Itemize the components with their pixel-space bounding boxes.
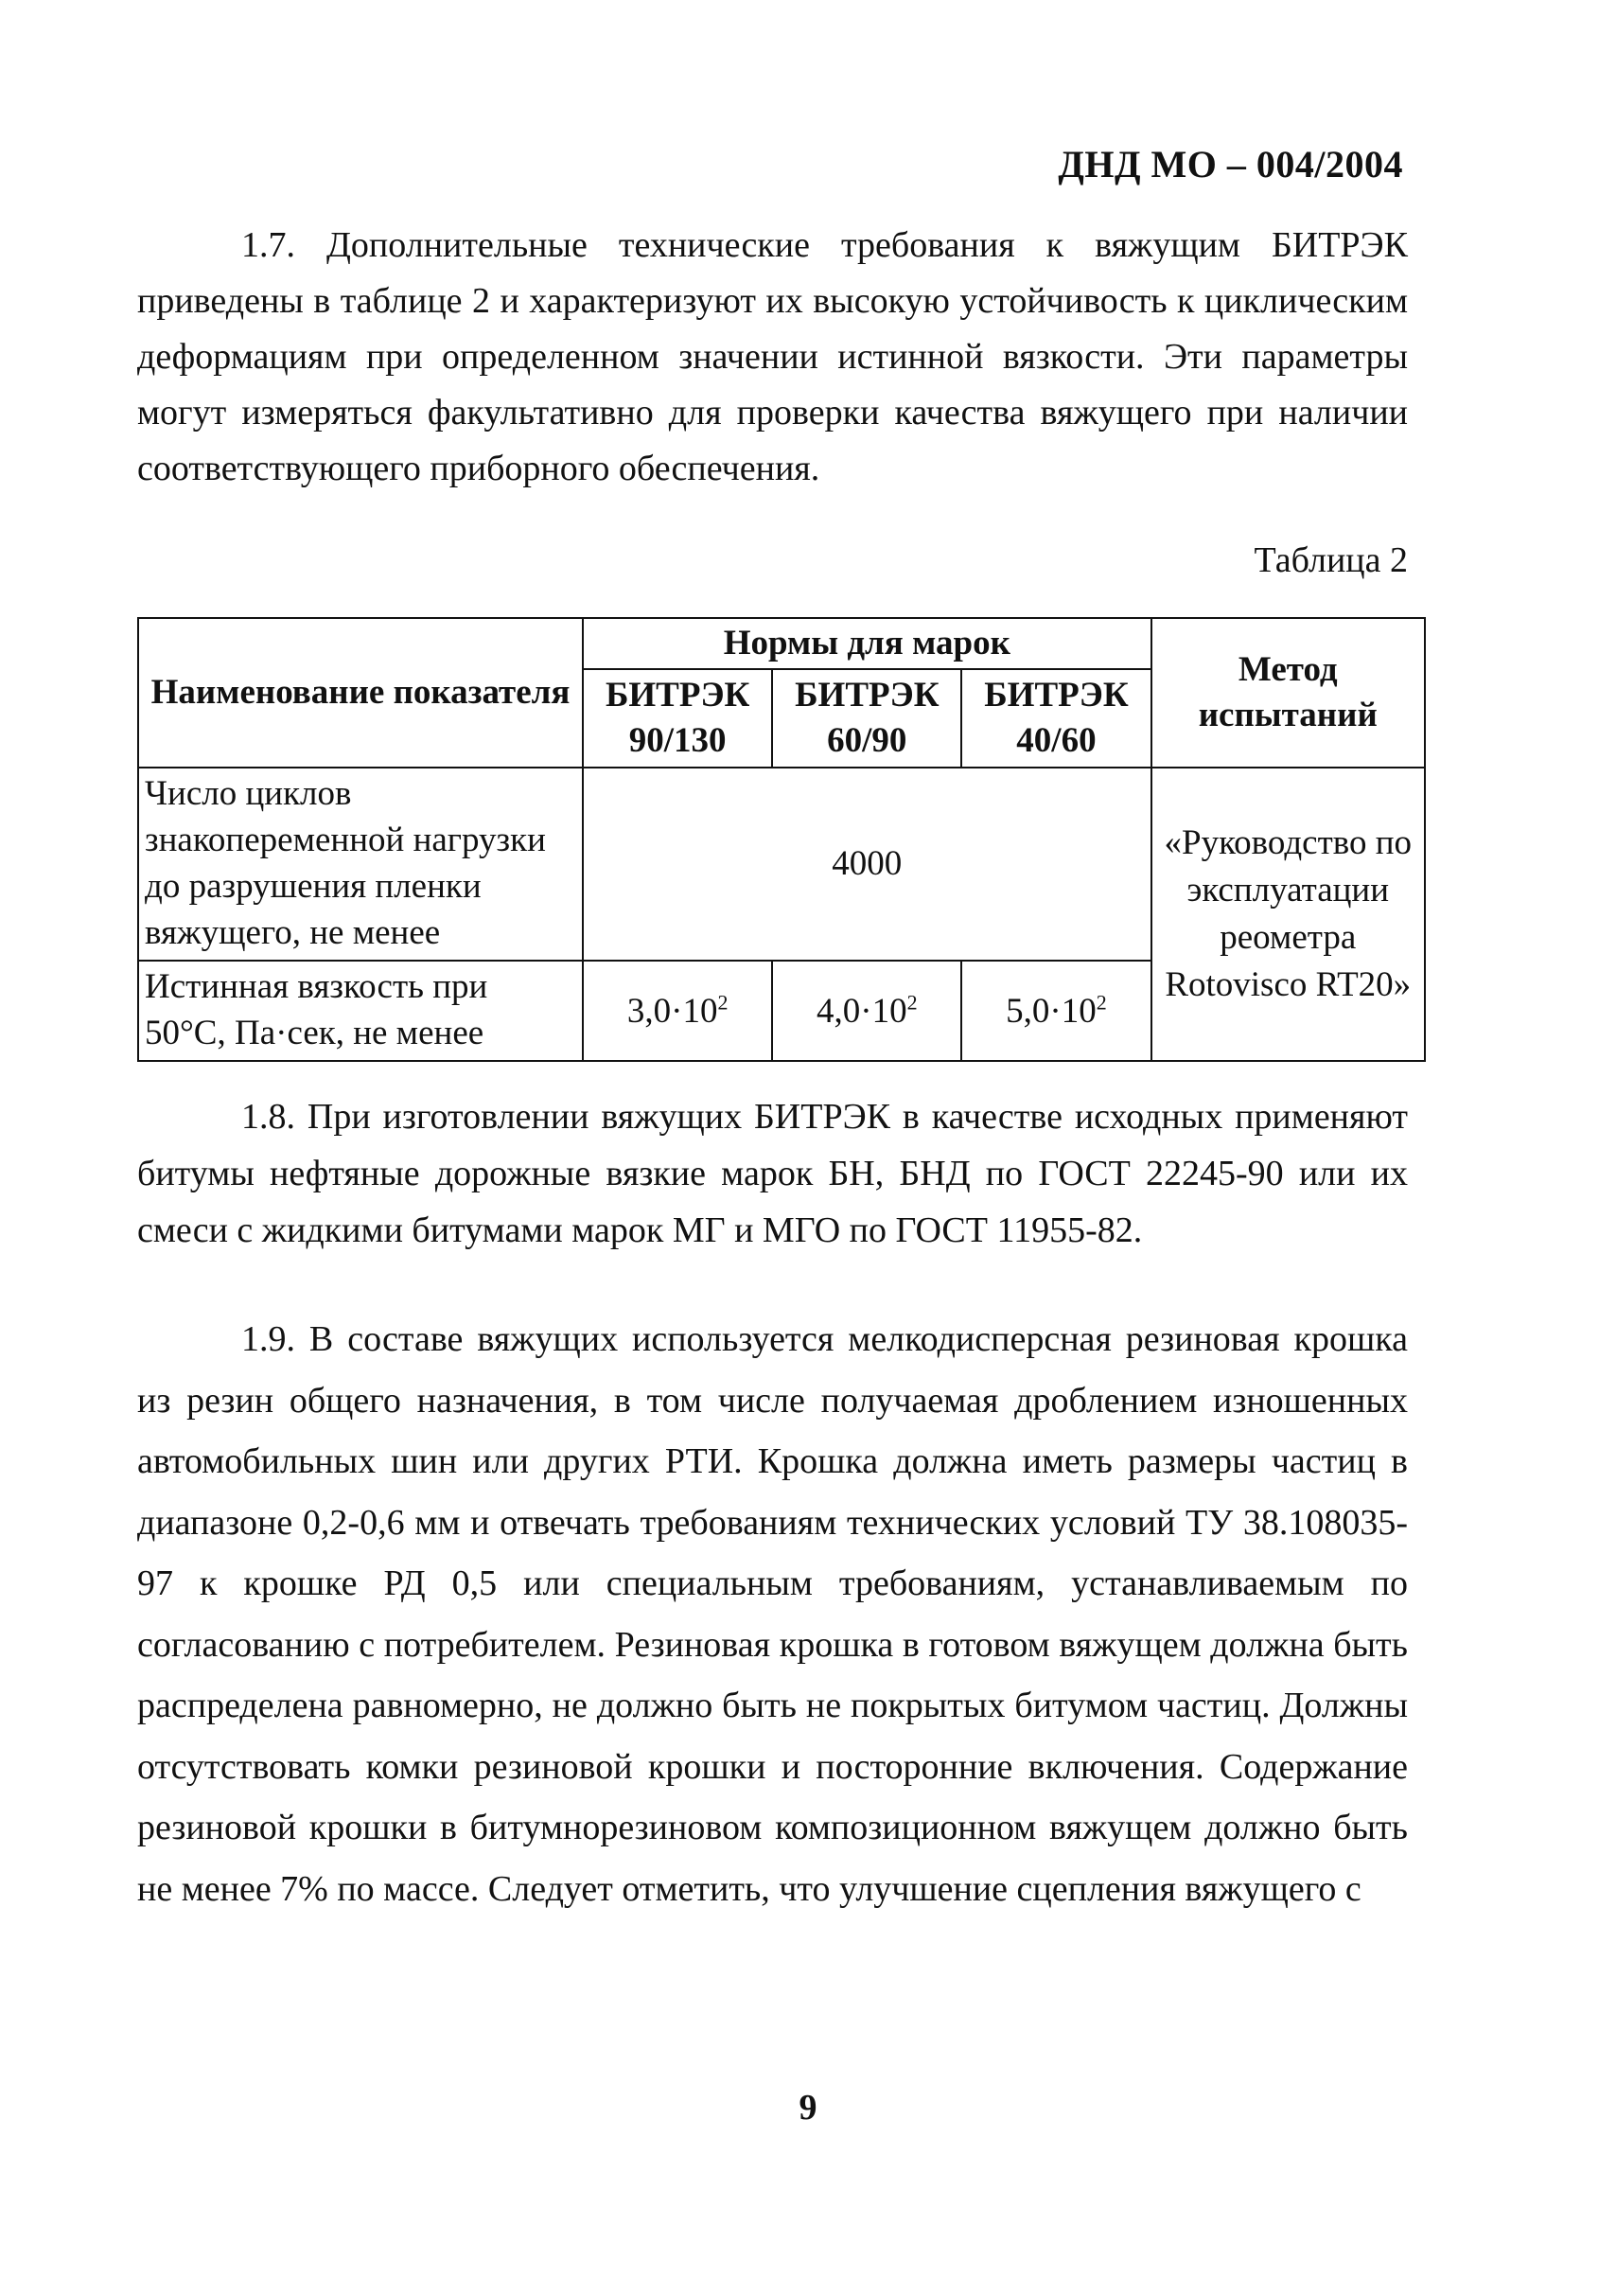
value-base: 3,0·10 — [626, 991, 718, 1031]
table-caption: Таблица 2 — [1254, 540, 1408, 580]
norms-table — [137, 617, 1426, 1062]
header-test-method: Метод испытаний — [1151, 618, 1425, 768]
document-code-header: ДНД МО – 004/2004 — [1058, 143, 1403, 185]
value-exponent: 2 — [717, 990, 729, 1015]
section-1-9 — [137, 1309, 1408, 1919]
value-exponent: 2 — [1096, 990, 1107, 1015]
viscosity-value-90-130 — [583, 961, 772, 1061]
section-1-8 — [137, 1088, 1408, 1259]
header-norms: Нормы для марок — [583, 618, 1151, 669]
page-number: 9 — [799, 2088, 817, 2128]
section-1-7 — [137, 218, 1408, 497]
value-base: 4,0·10 — [817, 991, 907, 1031]
row-cycles-value: 4000 — [583, 768, 1151, 962]
section-1-8-text: 1.8. При изготовлении вяжущих БИТРЭК в качестве исходных применяют битумы нефтяные дорожные вязкие марок БН, БНД по ГОСТ 22245-90 или их смеси с жидкими битумами марок МГ и МГО по ГОСТ 11955-82. — [137, 1097, 1408, 1250]
section-1-7-text: 1.7. Дополнительные технические требования к вяжущим БИТРЭК приведены в таблице 2 и характеризуют их высокую устойчивость к циклическим деформациям при определенном значении истинной вязкости. Эти параметры могут измеряться факультативно для проверки качества вяжущего при наличии соответствующего приборного обеспечения. — [137, 225, 1408, 488]
header-grade-90-130: БИТРЭК 90/130 — [583, 669, 772, 768]
viscosity-value-40-60 — [961, 961, 1151, 1061]
header-indicator-name: Наименование показателя — [138, 618, 583, 768]
row-cycles-name: Число циклов знакопеременной нагрузки до разрушения пленки вяжущего, не менее — [138, 768, 583, 962]
table-row — [138, 768, 1425, 962]
viscosity-value-60-90 — [772, 961, 961, 1061]
table-header-row — [138, 618, 1425, 669]
header-grade-60-90: БИТРЭК 60/90 — [772, 669, 961, 768]
value-base: 5,0·10 — [1006, 991, 1097, 1031]
header-grade-40-60: БИТРЭК 40/60 — [961, 669, 1151, 768]
row-viscosity-name: Истинная вязкость при 50°С, Па·сек, не менее — [138, 961, 583, 1061]
section-1-9-text: 1.9. В составе вяжущих используется мелкодисперсная резиновая крошка из резин общего назначения, в том числе получаемая дроблением изношенных автомобильных шин или других РТИ. Крошка должна иметь размеры частиц в диапазоне 0,2-0,6 мм и отвечать требованиям технических условий ТУ 38.108035-97 к крошке РД 0,5 или специальным требованиям, устанавливаемым по согласованию с потребителем. Резиновая крошка в готовом вяжущем должна быть распределена равномерно, не должно быть не покрытых битумом частиц. Должны отсутствовать комки резиновой крошки и посторонние включения. Содержание резиновой крошки в битумнорезиновом композиционном вяжущем должно быть не менее 7% по массе. Следует отметить, что улучшение сцепления вяжущего с — [137, 1319, 1408, 1909]
test-method-cell: «Руководство по эксплуатации реометра Rotovisco RT20» — [1151, 768, 1425, 1062]
value-exponent: 2 — [906, 990, 918, 1015]
